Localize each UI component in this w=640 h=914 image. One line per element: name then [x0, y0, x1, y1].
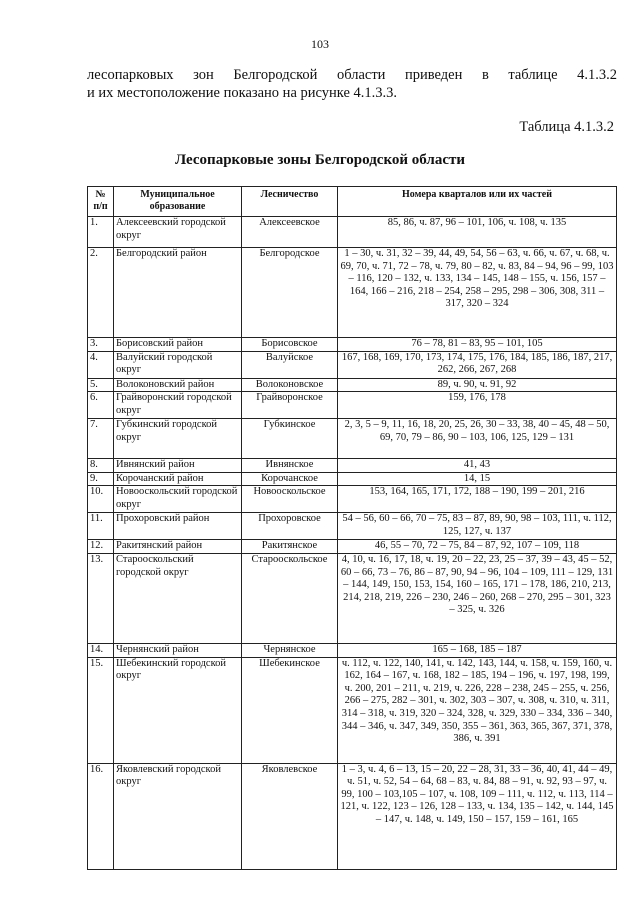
- municipality-cell: Корочанский район: [114, 472, 242, 486]
- municipality-cell: Ивнянский район: [114, 459, 242, 473]
- intro-line-1: [87, 66, 617, 84]
- table-row: [88, 217, 617, 248]
- forestry-cell: Губкинское: [242, 419, 338, 459]
- row-number-cell: 11.: [88, 513, 114, 540]
- forestry-cell: Новооскольское: [242, 486, 338, 513]
- row-number-cell: 12.: [88, 540, 114, 554]
- table-row: [88, 763, 617, 869]
- quarters-cell: 167, 168, 169, 170, 173, 174, 175, 176, 184, 185, 186, 187, 217, 262, 266, 267, 268: [338, 351, 617, 378]
- municipality-cell: Губкинский городской округ: [114, 419, 242, 459]
- table-row: [88, 486, 617, 513]
- header-forestry: Лесничество: [242, 187, 338, 217]
- quarters-cell: 89, ч. 90, ч. 91, 92: [338, 378, 617, 392]
- quarters-cell: ч. 112, ч. 122, 140, 141, ч. 142, 143, 144, ч. 158, ч. 159, 160, ч. 162, 164 – 167, ч. 168, 182 – 185, 194 – 196, ч. 197, 198, 199, ч. 200, 201 – 211, ч. 219, ч. 226, 228 – 238, 245 – 255, ч. 256, 266 – 275, 282 – 301, ч. 302, 303 – 307, ч. 308, ч. 310, ч. 311, 314 – 318, ч. 319, 320 – 324, 328, ч. 329, 330 – 334, 336 – 340, 344 – 346, ч. 347, 349, 350, 355 – 361, 363, 365, 367, 371, 378, 386, ч. 391: [338, 657, 617, 763]
- row-number-cell: 13.: [88, 553, 114, 643]
- row-number-cell: 3.: [88, 338, 114, 352]
- municipality-cell: Новооскольский городской округ: [114, 486, 242, 513]
- row-number-cell: 2.: [88, 248, 114, 338]
- intro-word: таблице: [508, 67, 558, 83]
- municipality-cell: Волоконовский район: [114, 378, 242, 392]
- quarters-cell: 76 – 78, 81 – 83, 95 – 101, 105: [338, 338, 617, 352]
- municipality-cell: Прохоровский район: [114, 513, 242, 540]
- forestry-cell: Чернянское: [242, 643, 338, 657]
- table-row: [88, 338, 617, 352]
- quarters-cell: 153, 164, 165, 171, 172, 188 – 190, 199 – 201, 216: [338, 486, 617, 513]
- table-row: [88, 472, 617, 486]
- table-row: [88, 378, 617, 392]
- quarters-cell: 2, 3, 5 – 9, 11, 16, 18, 20, 25, 26, 30 – 33, 38, 40 – 45, 48 – 50, 69, 70, 79 – 86, 90 – 103, 106, 125, 129 – 131: [338, 419, 617, 459]
- header-municipality: Муниципальное образование: [114, 187, 242, 217]
- table-body: [88, 217, 617, 870]
- quarters-cell: 159, 176, 178: [338, 392, 617, 419]
- quarters-cell: 14, 15: [338, 472, 617, 486]
- intro-word: зон: [193, 67, 214, 83]
- row-number-cell: 6.: [88, 392, 114, 419]
- header-num: № п/п: [88, 187, 114, 217]
- municipality-cell: Старооскольский городской округ: [114, 553, 242, 643]
- forestry-cell: Ракитянское: [242, 540, 338, 554]
- row-number-cell: 7.: [88, 419, 114, 459]
- forestry-cell: Белгородское: [242, 248, 338, 338]
- forestry-cell: Борисовское: [242, 338, 338, 352]
- table-row: [88, 419, 617, 459]
- table-header-row: [88, 187, 617, 217]
- forestry-cell: Алексеевское: [242, 217, 338, 248]
- row-number-cell: 15.: [88, 657, 114, 763]
- forestry-cell: Волоконовское: [242, 378, 338, 392]
- intro-paragraph: [87, 66, 617, 102]
- municipality-cell: Грайворонский городской округ: [114, 392, 242, 419]
- intro-word: в: [481, 67, 489, 83]
- table-caption: Таблица 4.1.3.2: [519, 119, 614, 135]
- intro-word: лесопарковых: [87, 67, 174, 83]
- quarters-cell: 4, 10, ч. 16, 17, 18, ч. 19, 20 – 22, 23, 25 – 37, 39 – 43, 45 – 52, 60 – 66, 73 – 76, 86 – 87, 90, 94 – 96, 104 – 109, 111 – 129, 131 – 144, 149, 150, 153, 154, 160 – 165, 171 – 178, 186, 210, 213, 214, 218, 219, 226 – 230, 246 – 260, 268 – 270, 295 – 301, 323 – 325, ч. 326: [338, 553, 617, 643]
- page-number: 103: [311, 37, 329, 51]
- intro-line-2: и их местоположение показано на рисунке 4.1.3.3.: [87, 85, 398, 101]
- forestry-cell: Грайворонское: [242, 392, 338, 419]
- row-number-cell: 9.: [88, 472, 114, 486]
- forestry-cell: Валуйское: [242, 351, 338, 378]
- intro-word: приведен: [405, 67, 463, 83]
- quarters-cell: 1 – 30, ч. 31, 32 – 39, 44, 49, 54, 56 – 63, ч. 66, ч. 67, ч. 68, ч. 69, 70, ч. 71, 72 – 78, ч. 79, 80 – 82, ч. 83, 84 – 94, 96 – 99, 103 – 116, 120 – 132, ч. 133, 134 – 145, 148 – 155, ч. 156, 157 – 164, 166 – 216, 218 – 254, 258 – 295, 298 – 306, 308, 311 – 317, 320 – 324: [338, 248, 617, 338]
- quarters-cell: 54 – 56, 60 – 66, 70 – 75, 83 – 87, 89, 90, 98 – 103, 111, ч. 112, 125, 127, ч. 137: [338, 513, 617, 540]
- forestry-cell: Яковлевское: [242, 763, 338, 869]
- municipality-cell: Яковлевский городской округ: [114, 763, 242, 869]
- row-number-cell: 5.: [88, 378, 114, 392]
- table-row: [88, 459, 617, 473]
- forestry-cell: Корочанское: [242, 472, 338, 486]
- forestry-cell: Шебекинское: [242, 657, 338, 763]
- quarters-cell: 41, 43: [338, 459, 617, 473]
- municipality-cell: Борисовский район: [114, 338, 242, 352]
- table-row: [88, 392, 617, 419]
- table-row: [88, 553, 617, 643]
- table-row: [88, 540, 617, 554]
- table-row: [88, 248, 617, 338]
- row-number-cell: 8.: [88, 459, 114, 473]
- intro-word: области: [336, 67, 386, 83]
- municipality-cell: Алексеевский городской округ: [114, 217, 242, 248]
- row-number-cell: 14.: [88, 643, 114, 657]
- row-number-cell: 16.: [88, 763, 114, 869]
- municipality-cell: Валуйский городской округ: [114, 351, 242, 378]
- quarters-cell: 1 – 3, ч. 4, 6 – 13, 15 – 20, 22 – 28, 31, 33 – 36, 40, 41, 44 – 49, ч. 51, ч. 52, 54 – 64, 68 – 83, ч. 84, 88 – 91, ч. 92, 93 – 97, ч. 99, 100 – 103,105 – 107, ч. 108, 109 – 111, ч. 112, ч. 113, 114 – 121, ч. 122, 123 – 126, 128 – 133, ч. 134, 135 – 142, ч. 144, 145 – 147, ч. 148, ч. 149, 150 – 157, 159 – 161, 165: [338, 763, 617, 869]
- intro-word: Белгородской: [233, 67, 318, 83]
- row-number-cell: 10.: [88, 486, 114, 513]
- municipality-cell: Шебекинский городской округ: [114, 657, 242, 763]
- municipality-cell: Чернянский район: [114, 643, 242, 657]
- forestry-cell: Старооскольское: [242, 553, 338, 643]
- forestry-cell: Прохоровское: [242, 513, 338, 540]
- quarters-cell: 46, 55 – 70, 72 – 75, 84 – 87, 92, 107 – 109, 118: [338, 540, 617, 554]
- header-quarters: Номера кварталов или их частей: [338, 187, 617, 217]
- table-row: [88, 513, 617, 540]
- row-number-cell: 4.: [88, 351, 114, 378]
- row-number-cell: 1.: [88, 217, 114, 248]
- forestry-cell: Ивнянское: [242, 459, 338, 473]
- intro-word: 4.1.3.2: [577, 67, 617, 83]
- quarters-cell: 165 – 168, 185 – 187: [338, 643, 617, 657]
- municipality-cell: Белгородский район: [114, 248, 242, 338]
- table-row: [88, 643, 617, 657]
- forest-park-zones-table: [87, 186, 617, 870]
- table-title: Лесопарковые зоны Белгородской области: [174, 152, 466, 168]
- municipality-cell: Ракитянский район: [114, 540, 242, 554]
- table-row: [88, 351, 617, 378]
- quarters-cell: 85, 86, ч. 87, 96 – 101, 106, ч. 108, ч. 135: [338, 217, 617, 248]
- table-row: [88, 657, 617, 763]
